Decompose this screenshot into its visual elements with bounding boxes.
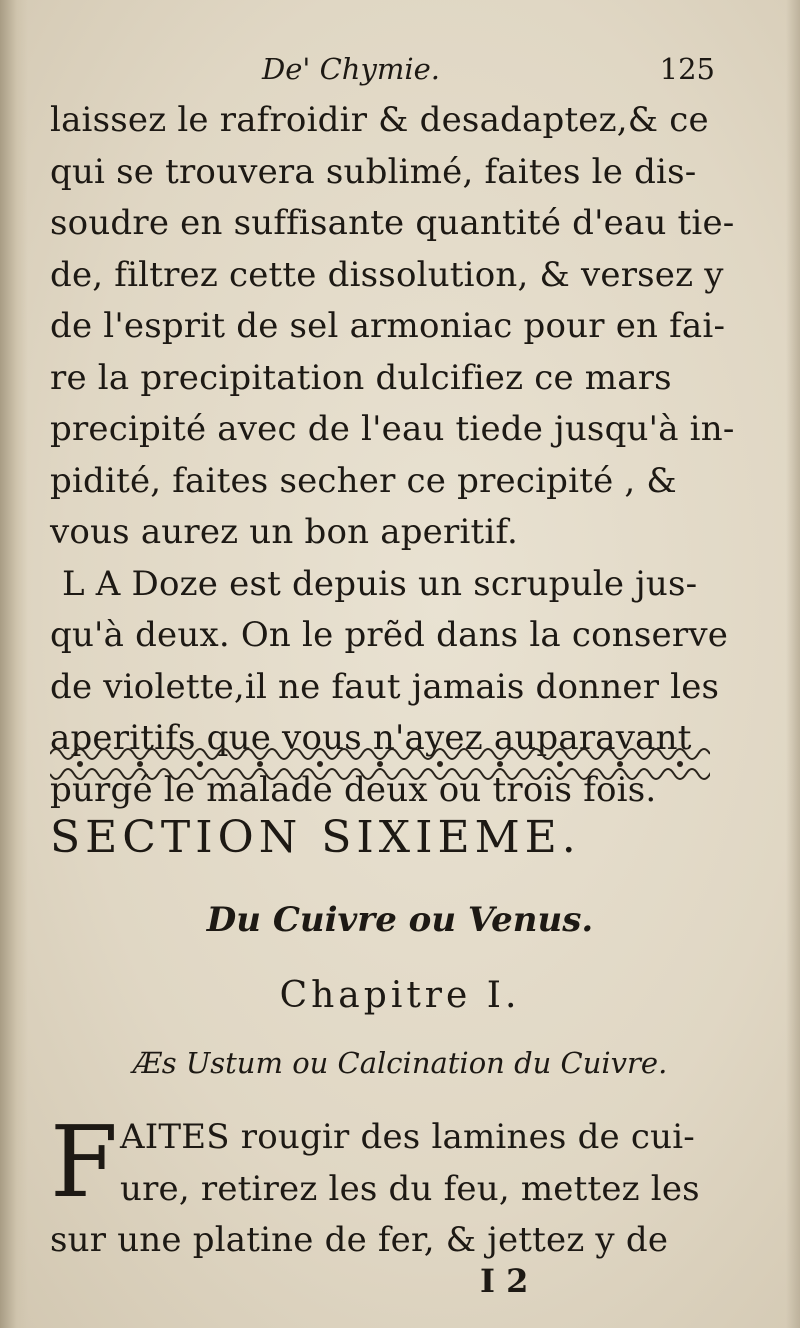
- text-line: pidité, faites secher ce precipité , &: [50, 460, 677, 501]
- text-line: purgé le malade deux ou trois fois.: [50, 769, 657, 810]
- ornament-divider: [50, 742, 710, 788]
- page-edge-shadow: [786, 0, 800, 1328]
- text-line: re la precipitation dulcifiez ce mars: [50, 357, 672, 398]
- chapter-title: Chapitre I.: [279, 975, 521, 1016]
- page-header: [50, 52, 715, 92]
- section-subtitle: Du Cuivre ou Venus.: [206, 900, 594, 940]
- text-line: AITES rougir des lamines de cui-: [120, 1117, 695, 1157]
- text-line: de violette,il ne faut jamais donner les: [50, 666, 720, 707]
- text-line: L A Doze est depuis un scrupule jus-: [62, 563, 698, 604]
- chapter-subtitle: Æs Ustum ou Calcination du Cuivre.: [132, 1046, 668, 1080]
- text-line: laissez le rafroidir & desadaptez,& ce: [50, 100, 709, 140]
- drop-cap: F: [50, 1106, 118, 1220]
- text-line: sur une platine de fer, & jettez y de: [50, 1220, 669, 1260]
- text-line: de, filtrez cette dissolution, & versez y: [50, 254, 724, 295]
- text-line: soudre en suffisante quantité d'eau tie-: [50, 203, 735, 243]
- section-title: SECTION SIXIEME.: [50, 812, 581, 863]
- chapter-paragraph: [50, 1106, 715, 1267]
- running-title: De' Chymie.: [262, 52, 441, 86]
- signature-mark: I 2: [480, 1262, 529, 1300]
- page-spine-shadow: [0, 0, 28, 1328]
- text-line: aperitifs que vous n'ayez auparavant: [50, 718, 692, 758]
- text-line: vous aurez un bon aperitif.: [50, 512, 519, 552]
- text-line: precipité avec de l'eau tiede jusqu'à in-: [50, 409, 735, 449]
- body-text: [50, 95, 735, 816]
- page-number: 125: [659, 52, 715, 86]
- text-line: qu'à deux. On le prẽd dans la conserve: [50, 615, 729, 655]
- text-line: de l'esprit de sel armoniac pour en fai-: [50, 306, 726, 346]
- text-line: ure, retirez les du feu, mettez les: [120, 1168, 700, 1209]
- text-line: qui se trouvera sublimé, faites le dis-: [50, 151, 697, 192]
